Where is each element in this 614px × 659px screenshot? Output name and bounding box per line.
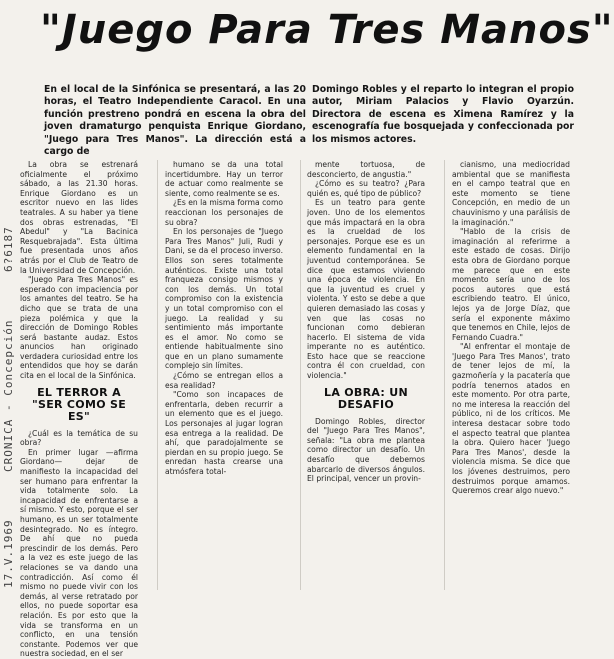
article-column-2 [165,160,283,600]
article-paragraph: "Juego Para Tres Manos" es esperado con impaciencia por los amantes del teatro. Se ha dicho que se trata de una pieza polémica y que la dirección de Domingo Robles será bastante audaz. Estos anuncios han originado verdadera curiosidad entre los entendidos que hoy se darán cita en el local de la Sinfónica. [20,275,138,381]
article-paragraph: "Al enfrentar el montaje de 'Juego Para Tres Manos', trato de tener lejos de mí, la gazmoñería y la pacatería que podría tenernos atados en este momento. Por otra parte, no me interesa la reacción del público, ni de los críticos. Me interesa destacar sobre todo el aspecto teatral que plantea la obra. Quiero hacer 'Juego Para Tres Manos', desde la violencia misma. Se dice que los jóvenes destruimos, pero destruimos porque amamos. Queremos crear algo nuevo." [452,342,570,496]
article-paragraph: Es un teatro para gente joven. Uno de los elementos que más impactará en la obra es la crueldad de los personajes. Porque ese es un elemento fundamental en la juventud contemporánea. Se dice que estamos viviendo una época de violencia. En que la juventud es cruel y violenta. Y esto se debe a que quieren demasiado las cosas y ven que las cosas no funcionan como debieran hacerlo. El sistema de vida imperante no es auténtico. Esto hace que se reaccione contra él con crueldad, con violencia." [307,198,425,381]
column-divider [300,160,301,590]
article-paragraph: La obra se estrenará oficialmente el próximo sábado, a las 21.30 horas. Enrique Giordano es un escritor nuevo en las lides teatrales. A su haber ya tiene dos obras estrenadas, "El Abedul" y "La Bacinica Resquebrajada". Esta última fue presentada unos años atrás por el Club de Teatro de la Universidad de Concepción. [20,160,138,275]
article-paragraph: mente tortuosa, de desconcierto, de angustia." [307,160,425,179]
article-column-1 [20,160,138,659]
margin-code: 6?6187 [2,225,15,272]
lede-paragraph-1: En el local de la Sinfónica se presentará, a las 20 horas, el Teatro Independiente Caracol. En una función prestreno pondrá en escena la obra del joven dramaturgo penquista Enrique Giordano, "Juego para Tres Manos". La dirección está a cargo de [44,84,306,158]
article-headline: "Juego Para Tres Manos" [40,7,614,53]
article-paragraph: ¿Cómo se entregan ellos a esa realidad? [165,371,283,390]
column-divider [444,160,445,590]
article-paragraph: Domingo Robles, director del "Juego Para Tres Manos", señala: "La obra me plantea como director un desafío. Un desafío que debemos abarcarlo de diversos ángulos. El principal, vencer un provin- [307,416,425,484]
article-paragraph: En primer lugar —afirma Giordano— dejar de manifiesto la incapacidad del ser humano para enfrentar la vida totalmente solo. La incapacidad de enfrentarse a sí mismo. Y esto, porque el ser humano, es un ser totalmente desintegrado. No es íntegro. De ahí que no pueda prescindir de los demás. Pero a la vez es este juego de las relaciones se va dando una contradicción. Así como él mismo no puede vivir con los demás, al verse retratado por ellos, no puede soportar esa relación. Es por esto que la vida se transforma en un conflicto, en una tensión constante. Podemos ver que nuestra sociedad, en el ser [20,447,138,659]
margin-source: CRONICA - Concepción [2,319,15,472]
lede-paragraph-2: Domingo Robles y el reparto lo integran el propio autor, Miriam Palacios y Flavio Oyarzún. Directora de escena es Ximena Ramírez y la escenografía fue bosquejada y confeccionada por los mismos actores. [312,84,574,145]
article-paragraph: "Hablo de la crisis de imaginación al referirme a este estado de cosas. Dirijo esta obra de Giordano porque me parece que en este momento sería uno de los pocos autores que está escribiendo teatro. El único, lejos ya de Jorge Díaz, que sería el exponente máximo que tenemos en Chile, lejos de Fernando Cuadra." [452,227,570,342]
article-column-3 [307,160,425,600]
article-paragraph: ¿Cómo es su teatro? ¿Para quién es, qué tipo de público? [307,179,425,198]
handwritten-margin-note [2,18,18,588]
article-paragraph: "Como son incapaces de enfrentarla, deben recurrir a un elemento que es el juego. Los personajes al jugar logran esa entrega a la realidad. De ahí, que paradojalmente se pierdan en su propio juego. Se enredan hasta crearse una atmósfera total- [165,390,283,476]
section-subheading: LA OBRA: UN DESAFIO [324,385,408,411]
margin-date: 17.V.1969 [2,519,15,588]
article-paragraph: humano se da una total incertidumbre. Hay un terror de actuar como realmente se siente, como realmente se es. [165,160,283,198]
column-divider [157,160,158,590]
article-paragraph: cianismo, una mediocridad ambiental que se manifiesta en el campo teatral que en este momento se tiene Concepción, en medio de un chauvinismo y una parálisis de la imaginación." [452,160,570,227]
article-paragraph: ¿Cuál es la temática de su obra? [20,428,138,448]
article-column-4 [452,160,570,600]
article-paragraph: En los personajes de "Juego Para Tres Manos" Juli, Rudi y Dani, se da el proceso inverso. Ellos son seres totalmente auténticos. Existe una total franqueza consigo mismos y con los demás. Un total compromiso con la existencia y un total compromiso con el juego. La realidad y su sentimiento más importante es el amor. No como se entiende habitualmente sino que en un plano sumamente complejo sin límites. [165,227,283,371]
article-paragraph: ¿Es en la misma forma como reaccionan los personajes de su obra? [165,198,283,227]
section-subheading: EL TERROR A "SER COMO SE ES" [31,385,127,423]
